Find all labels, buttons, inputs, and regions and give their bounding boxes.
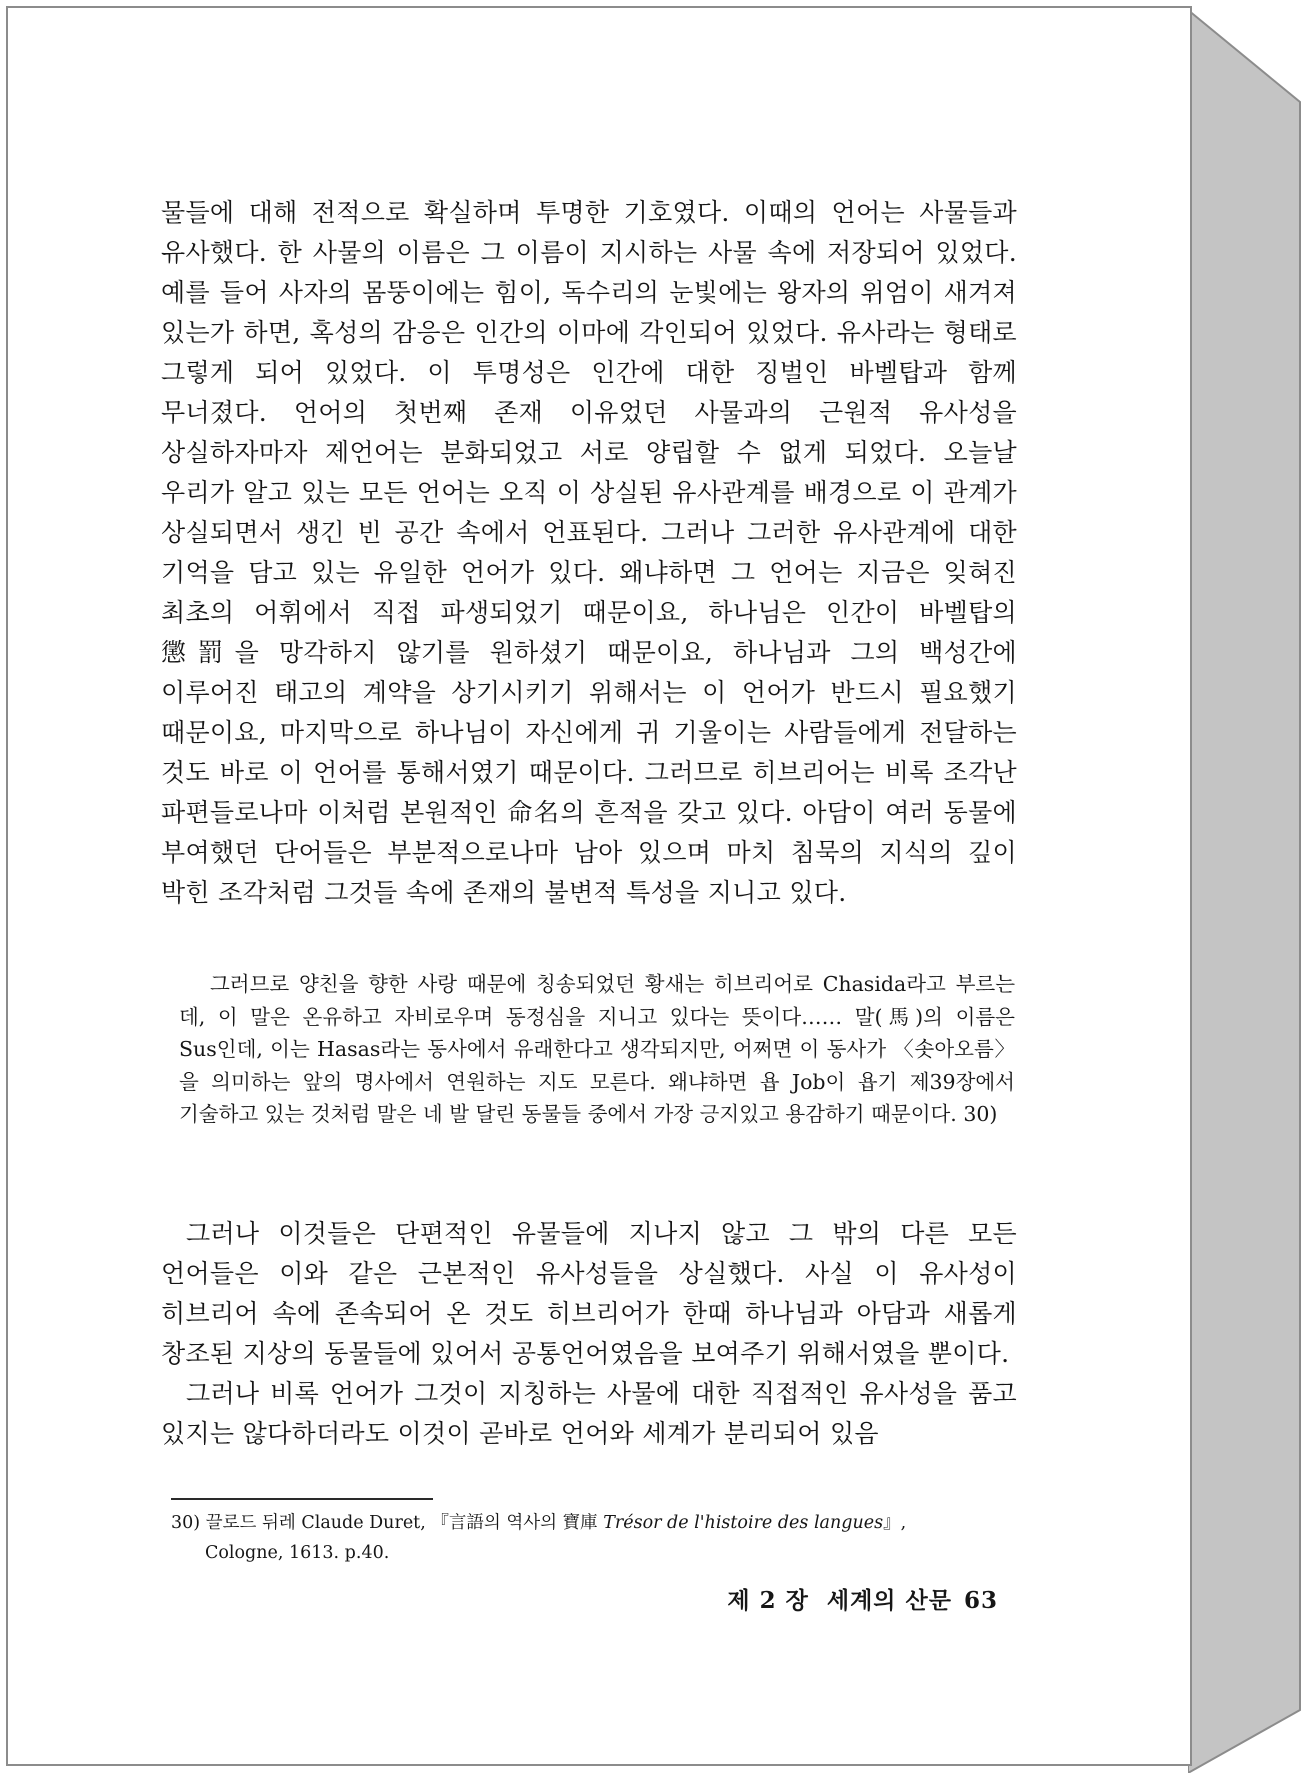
footnote-title-french: Trésor de l'histoire des langues — [603, 1513, 884, 1533]
chapter-label: 제 2 장 — [727, 1587, 809, 1614]
footnote-title-korean: 『言語의 역사의 寶庫 — [431, 1513, 598, 1533]
footnote-marker: 30) — [171, 1513, 201, 1533]
quote-paragraph: 그러므로 양친을 향한 사랑 때문에 칭송되었던 황새는 히브리어로 Chasida라고 부르는 데, 이 말은 온유하고 자비로우며 동정심을 지니고 있다는 뜻이다…… 말(馬)의 이름은 Sus인데, 이는 Hasas라는 동사에서 유래한다고 생각되지만, 어쩌면 이 동사가 〈솟아오름〉을 의미하는 앞의 명사에서 연원하는 지도 모른다. 왜냐하면 욥 Job이 욥기 제39장에서 기술하고 있는 것처럼 말은 네 발 달린 동물들 중에서 가장 긍지있고 용감하기 때문이다. 30) — [179, 972, 1015, 1126]
footnote-author: 끌로드 뒤레 Claude Duret, — [205, 1513, 426, 1533]
body-paragraph: 물들에 대해 전적으로 확실하며 투명한 기호였다. 이때의 언어는 사물들과 유사했다. 한 사물의 이름은 그 이름이 지시하는 사물 속에 저장되어 있었다. 예를 들어 사자의 몸뚱이에는 힘이, 독수리의 눈빛에는 왕자의 위엄이 새겨져 있는가 하면, 혹성의 감응은 인간의 이마에 각인되어 있었다. 유사라는 형태로 그렇게 되어 있었다. 이 투명성은 인간에 대한 징벌인 바벨탑과 함께 무너졌다. 언어의 첫번째 존재 이유었던 사물과의 근원적 유사성을 상실하자마자 제언어는 분화되었고 서로 양립할 수 없게 되었다. 오늘날 우리가 알고 있는 모든 언어는 오직 이 상실된 유사관계를 배경으로 이 관계가 상실되면서 생긴 빈 공간 속에서 언표된다. 그러나 그러한 유사관계에 대한 기억을 담고 있는 유일한 언어가 있다. 왜냐하면 그 언어는 지금은 잊혀진 최초의 어휘에서 직접 파생되었기 때문이요, 하나님은 인간이 바벨탑의 懲罰을 망각하지 않기를 원하셨기 때문이요, 하나님과 그의 백성간에 이루어진 태고의 계약을 상기시키기 위해서는 이 언어가 반드시 필요했기 때문이요, 마지막으로 하나님이 자신에게 귀 기울이는 사람들에게 전달하는 것도 바로 이 언어를 통해서였기 때문이다. 그러므로 히브리어는 비록 조각난 파편들로나마 이처럼 본원적인 命名의 흔적을 갖고 있다. 아담이 여러 동물에 부여했던 단어들은 부분적으로나마 남아 있으며 마치 침묵의 지식의 깊이 박힌 조각처럼 그것들 속에 존재의 불변적 특성을 지니고 있다. — [161, 198, 1017, 907]
footnote-divider — [171, 1498, 433, 1500]
body-paragraph: 그러나 이것들은 단편적인 유물들에 지나지 않고 그 밖의 다른 모든 언어들은 이와 같은 근본적인 유사성들을 상실했다. 사실 이 유사성이 히브리어 속에 존속되어 온 것도 히브리어가 한때 하나님과 아담과 새롭게 창조된 지상의 동물들에 있어서 공통언어였음을 보여주기 위해서였을 뿐이다. — [161, 1219, 1017, 1368]
chapter-title: 세계의 산문 — [826, 1587, 952, 1614]
block-quote — [179, 968, 1015, 1131]
footnote-publication: Cologne, 1613. p.40. — [205, 1543, 390, 1563]
main-text-block — [161, 193, 1017, 913]
footnote-entry — [171, 1508, 1021, 1568]
book-page — [6, 6, 1192, 1766]
running-head — [714, 1582, 998, 1615]
book-page-edge — [1188, 10, 1303, 1773]
footnote-title-close: 』, — [883, 1513, 907, 1533]
main-text-block — [161, 1214, 1017, 1454]
body-paragraph: 그러나 비록 언어가 그것이 지칭하는 사물에 대한 직접적인 유사성을 품고 있지는 않다하더라도 이것이 곧바로 언어와 세계가 분리되어 있음 — [161, 1379, 1017, 1448]
page-number: 63 — [963, 1587, 998, 1614]
footnote — [171, 1508, 1021, 1568]
